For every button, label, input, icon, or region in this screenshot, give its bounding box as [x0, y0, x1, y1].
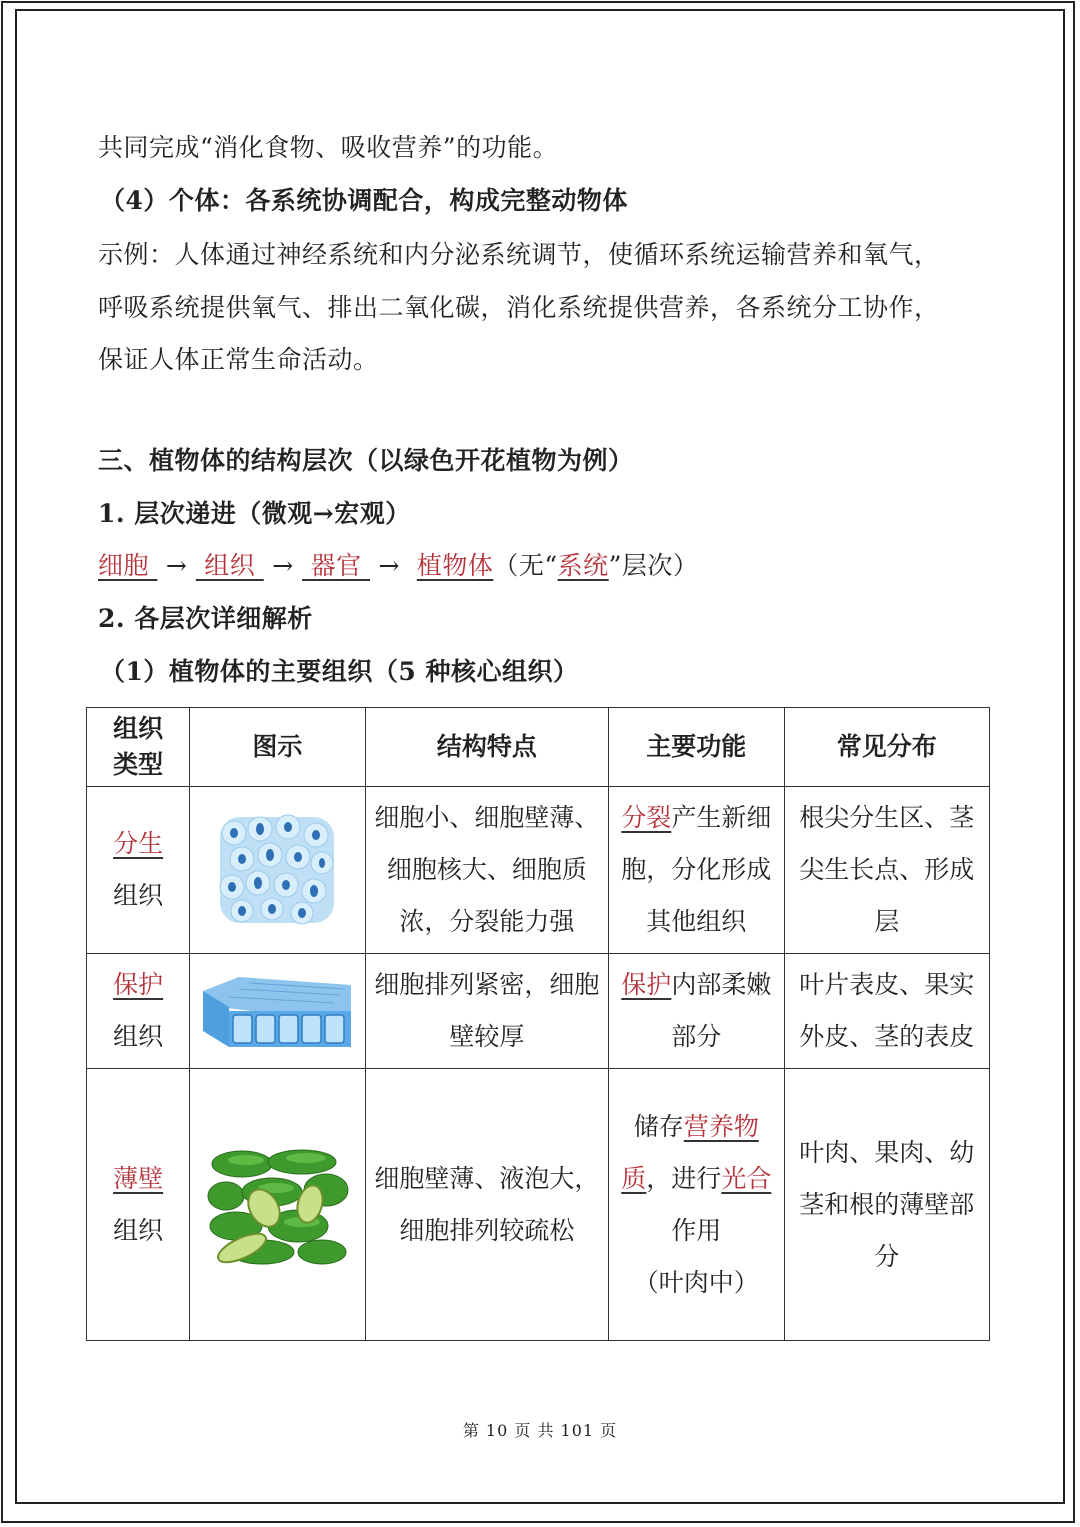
arrow: →	[378, 551, 400, 580]
hierarchy-plant: 植物体	[416, 551, 494, 580]
parenchyma-tissue-illustration	[202, 1140, 352, 1270]
hierarchy-organ: 器官	[310, 551, 362, 580]
section-heading: 三、植物体的结构层次（以绿色开花植物为例）	[98, 446, 634, 475]
arrow: →	[272, 551, 294, 580]
blank-underline	[196, 551, 264, 581]
cell-function: 储存营养物质，进行光合作用 （叶肉中）	[609, 1069, 784, 1341]
cell-function: 保护内部柔嫩部分	[609, 954, 784, 1069]
cell-structure: 细胞小、细胞壁薄、细胞核大、细胞质浓，分裂能力强	[365, 787, 609, 954]
cell-function: 分裂产生新细胞，分化形成其他组织	[609, 787, 784, 954]
cell-type: 分生 组织	[87, 787, 190, 954]
note-prefix: （无“	[493, 551, 558, 580]
blank-underline	[149, 551, 157, 581]
header-type: 组织 类型	[87, 708, 190, 787]
cell-type: 薄壁 组织	[87, 1069, 190, 1341]
subheading-analysis: 2. 各层次详细解析	[98, 604, 313, 633]
hierarchy-tissue: 组织	[204, 551, 256, 580]
table-row	[87, 787, 990, 954]
hierarchy-chain	[98, 551, 698, 581]
cell-image	[190, 1069, 365, 1341]
cell-distribution: 叶肉、果肉、幼茎和根的薄壁部分	[784, 1069, 990, 1341]
cell-distribution: 根尖分生区、茎尖生长点、形成层	[784, 787, 990, 954]
hierarchy-cell: 细胞	[98, 551, 150, 580]
blank-underline	[302, 551, 370, 581]
meristem-cells-illustration	[212, 805, 342, 935]
cell-structure: 细胞壁薄、液泡大，细胞排列较疏松	[365, 1069, 609, 1341]
arrow: →	[165, 551, 188, 580]
table-header-row	[87, 708, 990, 787]
text-line: 呼吸系统提供氧气、排出二氧化碳，消化系统提供营养，各系统分工协作，	[98, 293, 940, 322]
subheading-individual: （4）个体：各系统协调配合，构成完整动物体	[100, 186, 628, 215]
tissue-table	[86, 707, 990, 1341]
table-row	[87, 954, 990, 1069]
subheading-tissues: （1）植物体的主要组织（5 种核心组织）	[100, 657, 579, 686]
subheading-hierarchy: 1. 层次递进（微观→宏观）	[98, 499, 411, 528]
header-structure: 结构特点	[365, 708, 609, 787]
text-line: 示例：人体通过神经系统和内分泌系统调节，使循环系统运输营养和氧气，	[98, 240, 940, 269]
header-image: 图示	[190, 708, 365, 787]
protective-tissue-illustration	[199, 973, 355, 1049]
text-line: 保证人体正常生命活动。	[98, 345, 379, 374]
page-footer: 第 10 页 共 101 页	[462, 1421, 618, 1440]
note-suffix: ”层次）	[608, 551, 699, 580]
cell-structure: 细胞排列紧密，细胞壁较厚	[365, 954, 609, 1069]
text-line: 共同完成“消化食物、吸收营养”的功能。	[98, 133, 559, 162]
table-row	[87, 1069, 990, 1341]
header-distribution: 常见分布	[784, 708, 990, 787]
cell-distribution: 叶片表皮、果实外皮、茎的表皮	[784, 954, 990, 1069]
cell-type: 保护 组织	[87, 954, 190, 1069]
cell-image	[190, 954, 365, 1069]
header-function: 主要功能	[609, 708, 784, 787]
cell-image	[190, 787, 365, 954]
note-term: 系统	[557, 551, 609, 580]
